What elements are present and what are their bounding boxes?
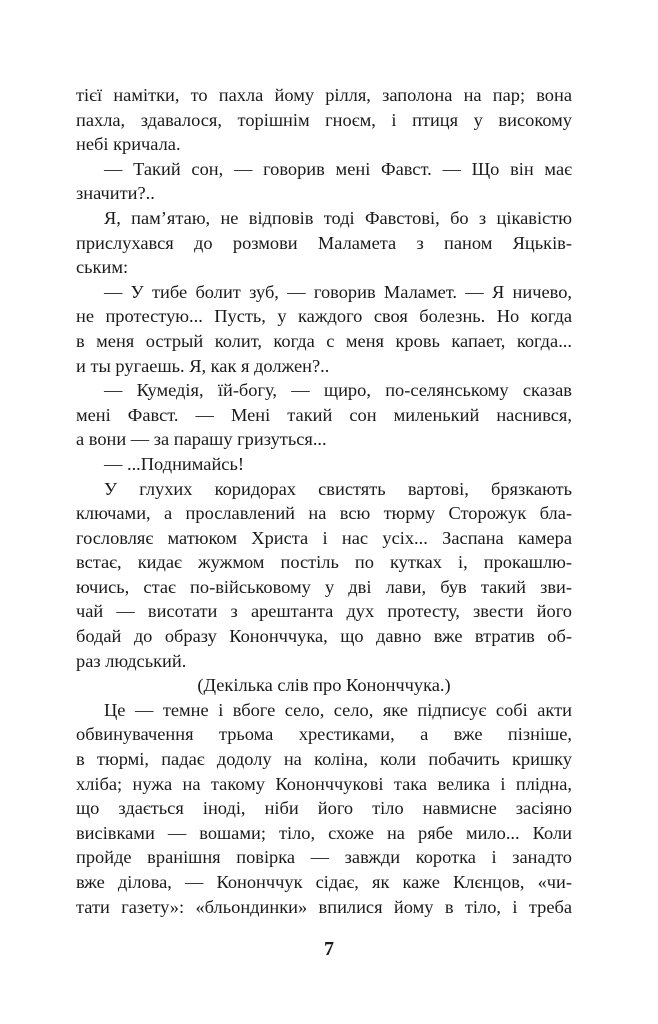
text-line: — ...Поднимайсь! (104, 453, 244, 474)
text-line: встає, кидає жужмом постіль по кутках і, прокашлю- (76, 552, 572, 573)
page-number: 7 (324, 938, 334, 960)
text-line: ським: (76, 257, 129, 278)
text-line: що здається іноді, ніби його тіло навмисне засіяно (76, 798, 572, 819)
text-line: значити?.. (76, 183, 155, 204)
text-line: гословляє матюком Христа і нас усіх... Заспана камера (76, 527, 572, 548)
text-line: раз людський. (76, 650, 187, 671)
text-line: Я, пам’ятаю, не відповів тоді Фавстові, бо з цікавістю (104, 207, 572, 228)
text-line: пахла, здавалося, торішнім гноєм, і птиця у високому (76, 109, 572, 130)
text-line: — Кумедія, їй-богу, — щиро, по-селянському сказав (104, 380, 572, 401)
text-line: ючись, стає по-військовому у дві лави, був такий зви- (76, 576, 572, 597)
text-line: У глухих коридорах свистять вартові, брязкають (104, 478, 572, 499)
text-line: не протестую... Пусть, у каждого своя болезнь. Но когда (76, 306, 572, 327)
text-line: — У тибе болит зуб, — говорив Маламет. — Я ничево, (104, 281, 572, 302)
text-line: а вони — за парашу гризуться... (76, 429, 327, 450)
text-line: вже ділова, — Кононччук сідає, як каже Клєнцов, «чи- (76, 872, 572, 892)
text-line: чай — висотати з арештанта дух протесту, звести його (76, 601, 572, 622)
text-line: прислухався до розмови Маламета з паном Яцьків- (76, 232, 572, 253)
text-line: в меня острый колит, когда с меня кровь капает, когда... (76, 330, 572, 351)
text-line: тієї намітки, то пахла йому рілля, заполона на пар; вона (76, 85, 572, 105)
text-line: и ты ругаешь. Я, как я должен?.. (76, 355, 330, 376)
text-line: пройде вранішня повірка — завжди коротка і занадто (76, 847, 572, 868)
text-line: Це — темне і вбоге село, село, яке підписує собі акти (104, 699, 572, 720)
text-line: в тюрмі, падає додолу на коліна, коли побачить кришку (76, 749, 572, 770)
text-line: — Такий сон, — говорив мені Фавст. — Що він має (104, 158, 572, 179)
text-line: обвинувачення трьома хрестиками, а вже пізніше, (76, 724, 572, 745)
text-line: тати газету»: «бльондинки» впилися йому в тіло, і треба (76, 896, 572, 917)
text-line: висівками — вошами; тіло, схоже на рябе мило... Коли (76, 822, 572, 843)
text-line: хліба; нужа на такому Кононччукові така велика і плідна, (76, 773, 572, 794)
centered-remark: (Декілька слів про Кононччука.) (197, 675, 451, 696)
text-line: ключами, а прославлений на всю тюрму Сторожук бла- (76, 503, 572, 524)
text-line: бодай до образу Кононччука, що давно вже втратив об- (76, 626, 572, 647)
text-line: небі кричала. (76, 134, 181, 155)
page-text (76, 83, 572, 919)
text-line: мені Фавст. — Мені такий сон миленький наснився, (76, 404, 572, 425)
